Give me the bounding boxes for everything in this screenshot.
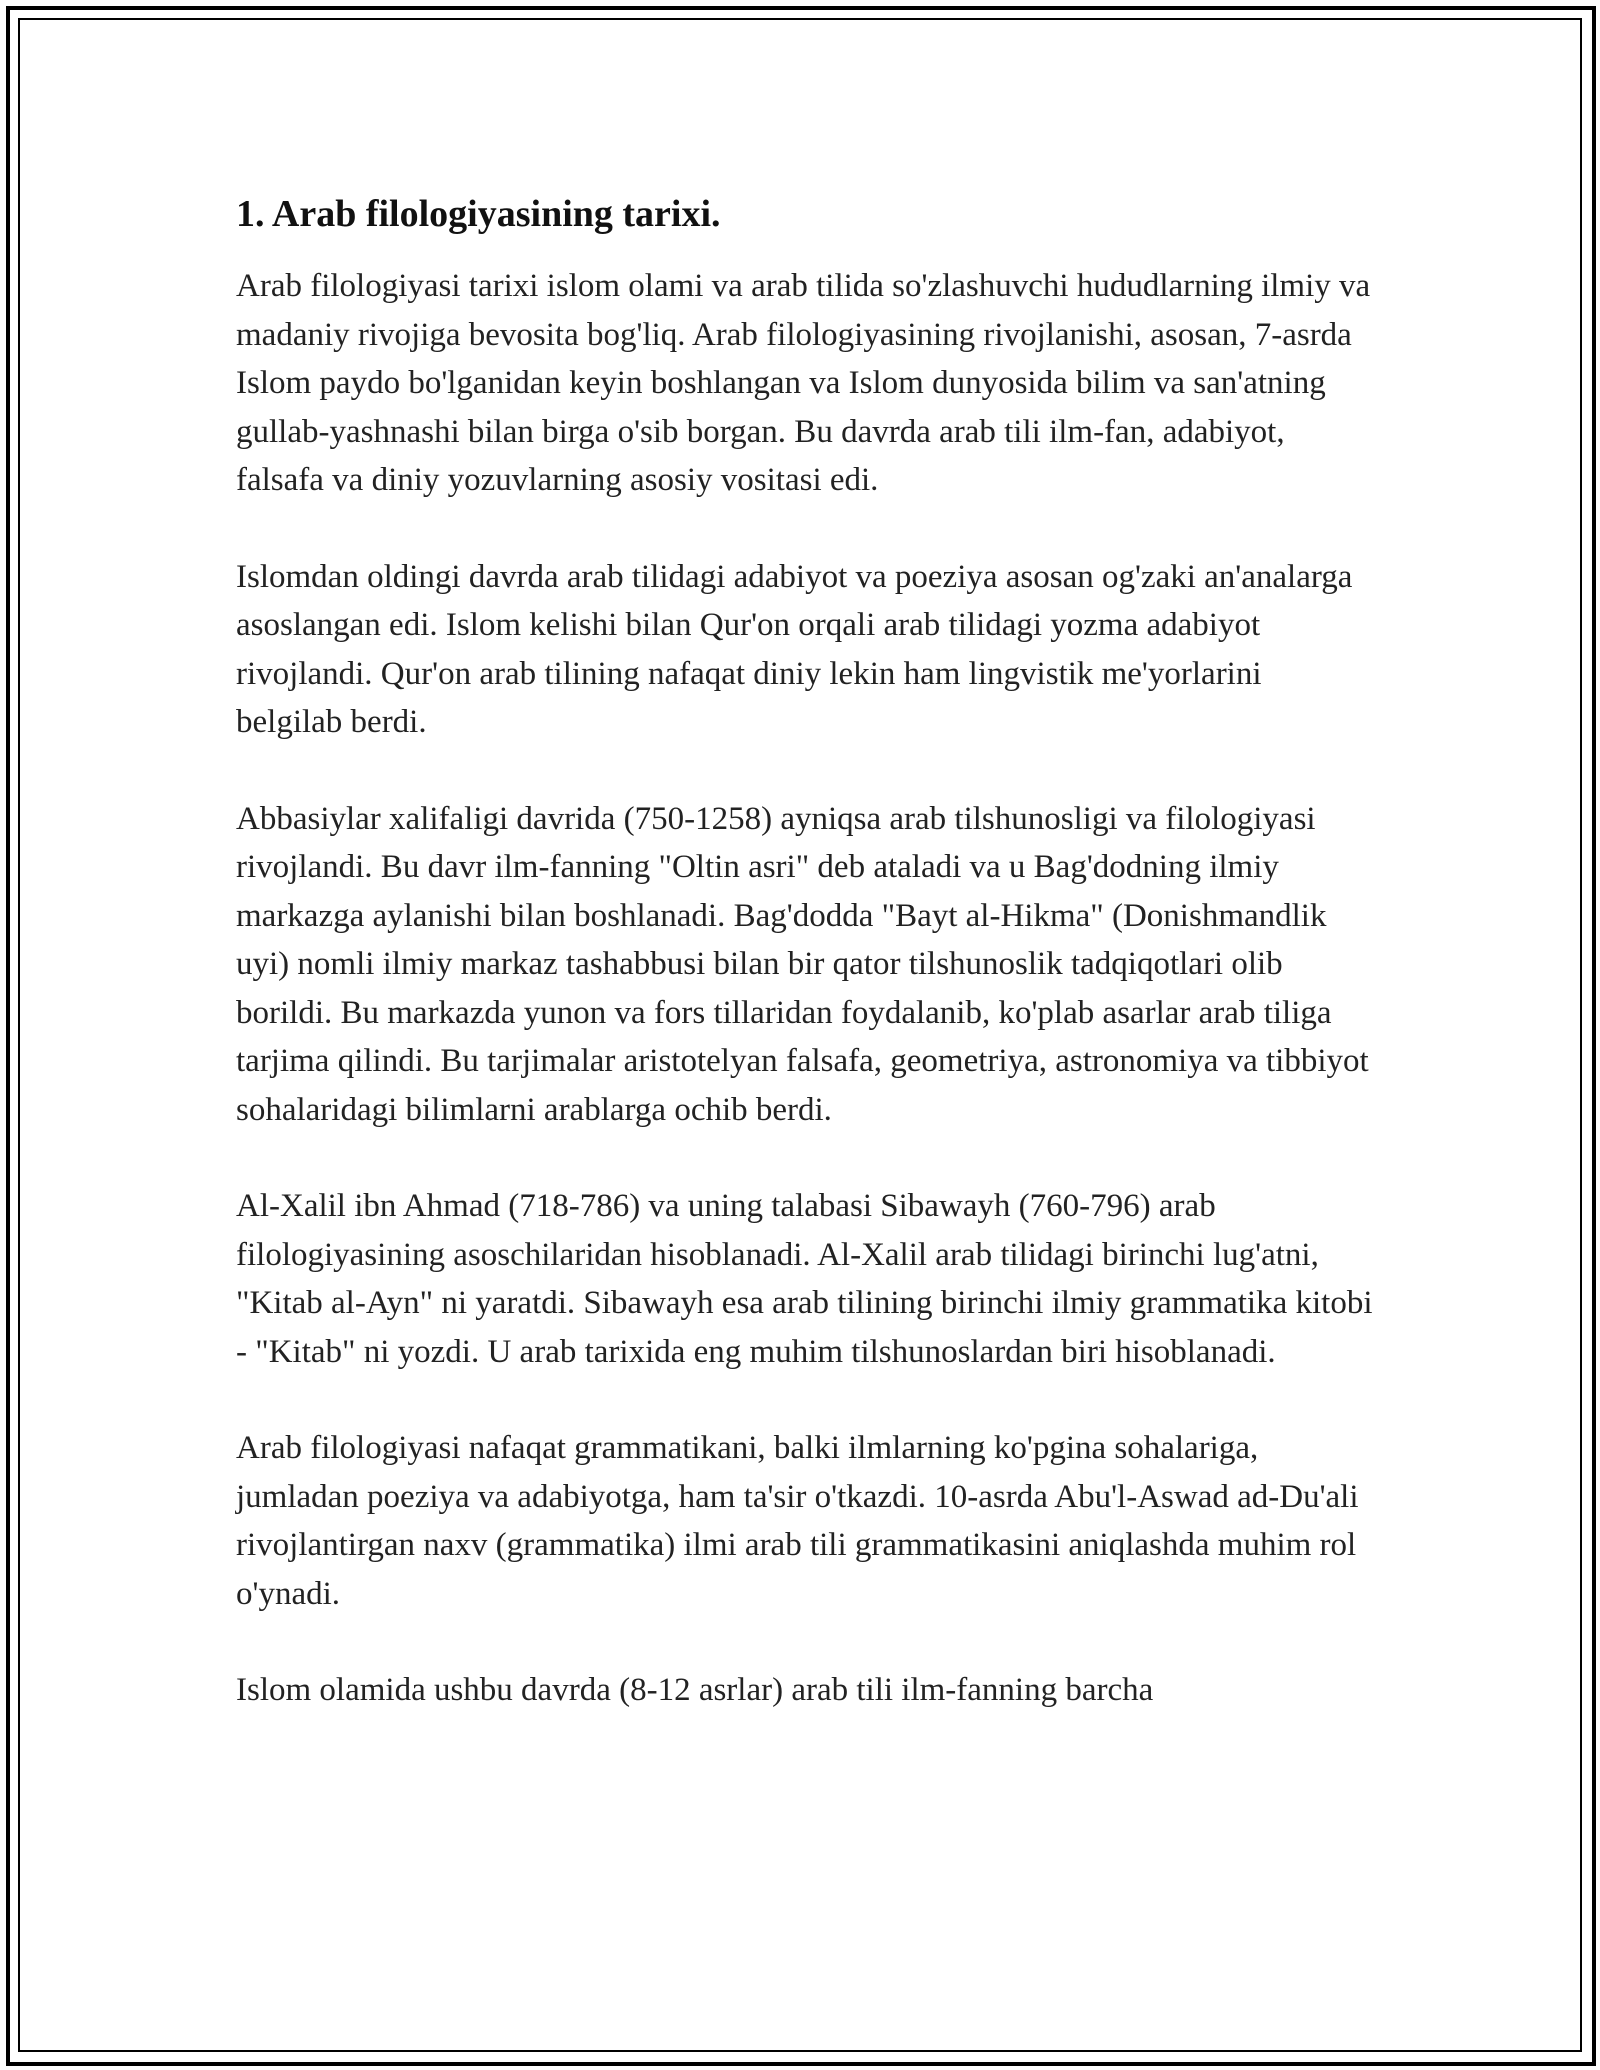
document-body [236,188,1376,1763]
paragraph-4: Al-Xalil ibn Ahmad (718-786) va uning talabasi Sibawayh (760-796) arab filologiyasining asoschilaridan hisoblanadi. Al-Xalil arab tilidagi birinchi lug'atni, "Kitab al-Ayn" ni yaratdi. Sibawayh esa arab tilining birinchi ilmiy grammatika kitobi - "Kitab" ni yozdi. U arab tarixida eng muhim tilshunoslardan biri hisoblanadi. [236,1188,1373,1370]
paragraph-3: Abbasiylar xalifaligi davrida (750-1258) ayniqsa arab tilshunosligi va filologiyasi rivojlandi. Bu davr ilm-fanning "Oltin asri" deb ataladi va u Bag'dodning ilmiy markazga aylanishi bilan boshlanadi. Bag'dodda "Bayt al-Hikma" (Donishmandlik uyi) nomli ilmiy markaz tashabbusi bilan bir qator tilshunoslik tadqiqotlari olib borildi. Bu markazda yunon va fors tillaridan foydalanib, ko'plab asarlar arab tiliga tarjima qilindi. Bu tarjimalar aristotelyan falsafa, geometriya, astronomiya va tibbiyot sohalaridagi bilimlarni arablarga ochib berdi. [236,800,1369,1128]
paragraph-5: Arab filologiyasi nafaqat grammatikani, balki ilmlarning ko'pgina sohalariga, jumladan poeziya va adabiyotga, ham ta'sir o'tkazdi. 10-asrda Abu'l-Aswad ad-Du'ali rivojlantirgan naxv (grammatika) ilmi arab tili grammatikasini aniqlashda muhim rol o'ynadi. [236,1430,1359,1612]
section-heading: 1. Arab filologiyasining tarixi. [236,193,721,235]
paragraph-2: Islomdan oldingi davrda arab tilidagi adabiyot va poeziya asosan og'zaki an'analarga asoslangan edi. Islom kelishi bilan Qur'on orqali arab tilidagi yozma adabiyot rivojlandi. Qur'on arab tilining nafaqat diniy lekin ham lingvistik me'yorlarini belgilab berdi. [236,558,1353,740]
paragraph-1: Arab filologiyasi tarixi islom olami va arab tilida so'zlashuvchi hududlarning ilmiy va madaniy rivojiga bevosita bog'liq. Arab filologiyasining rivojlanishi, asosan, 7-asrda Islom paydo bo'lganidan keyin boshlangan va Islom dunyosida bilim va san'atning gullab-yashnashi bilan birga o'sib borgan. Bu davrda arab tili ilm-fan, adabiyot, falsafa va diniy yozuvlarning asosiy vositasi edi. [236,268,1371,498]
paragraph-6: Islom olamida ushbu davrda (8-12 asrlar) arab tili ilm-fanning barcha [236,1672,1154,1708]
